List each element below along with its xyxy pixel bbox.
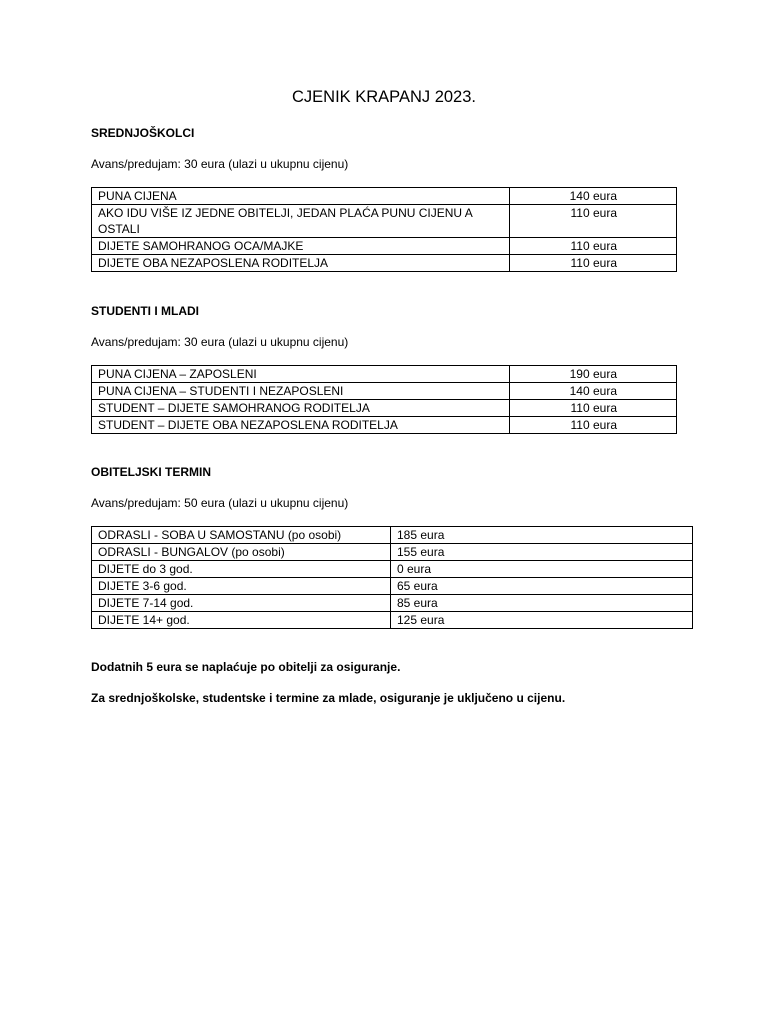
price-table-srednjoskolci — [91, 187, 677, 272]
table-row — [92, 205, 677, 238]
row-label: PUNA CIJENA – ZAPOSLENI — [92, 366, 510, 383]
row-price: 155 eura — [391, 544, 693, 561]
table-row — [92, 417, 677, 434]
row-price: 140 eura — [510, 383, 677, 400]
deposit-line-obiteljski: Avans/predujam: 50 eura (ulazi u ukupnu cijenu) — [91, 496, 349, 510]
table-row — [92, 366, 677, 383]
row-price: 110 eura — [510, 417, 677, 434]
section-heading-srednjoskolci: SREDNJOŠKOLCI — [91, 126, 195, 140]
row-label: STUDENT – DIJETE OBA NEZAPOSLENA RODITELJA — [92, 417, 510, 434]
row-price: 110 eura — [510, 400, 677, 417]
row-price: 110 eura — [510, 255, 677, 272]
deposit-line-srednjoskolci: Avans/predujam: 30 eura (ulazi u ukupnu cijenu) — [91, 157, 349, 171]
price-table-studenti — [91, 365, 677, 434]
table-row — [92, 561, 693, 578]
row-label: DIJETE OBA NEZAPOSLENA RODITELJA — [92, 255, 510, 272]
table-row — [92, 400, 677, 417]
row-price: 190 eura — [510, 366, 677, 383]
page-title: CJENIK KRAPANJ 2023. — [291, 88, 476, 106]
table-row — [92, 238, 677, 255]
table-row — [92, 255, 677, 272]
insurance-included-note: Za srednjoškolske, studentske i termine za mlade, osiguranje je uključeno u cijenu. — [91, 691, 566, 705]
deposit-line-studenti: Avans/predujam: 30 eura (ulazi u ukupnu cijenu) — [91, 335, 349, 349]
row-price: 125 eura — [391, 612, 693, 629]
table-row — [92, 527, 693, 544]
price-table-obiteljski — [91, 526, 693, 629]
section-heading-studenti: STUDENTI I MLADI — [91, 304, 199, 318]
row-price: 185 eura — [391, 527, 693, 544]
row-price: 0 eura — [391, 561, 693, 578]
row-price: 65 eura — [391, 578, 693, 595]
table-row — [92, 544, 693, 561]
row-price: 110 eura — [510, 205, 677, 238]
row-price: 110 eura — [510, 238, 677, 255]
row-label: DIJETE 14+ god. — [92, 612, 391, 629]
row-label: ODRASLI - BUNGALOV (po osobi) — [92, 544, 391, 561]
row-label: DIJETE do 3 god. — [92, 561, 391, 578]
row-label: DIJETE SAMOHRANOG OCA/MAJKE — [92, 238, 510, 255]
row-label: AKO IDU VIŠE IZ JEDNE OBITELJI, JEDAN PLAĆA PUNU CIJENU A OSTALI — [92, 205, 510, 238]
table-row — [92, 578, 693, 595]
insurance-note: Dodatnih 5 eura se naplaćuje po obitelji za osiguranje. — [91, 660, 401, 674]
section-heading-obiteljski: OBITELJSKI TERMIN — [91, 465, 212, 479]
row-label: PUNA CIJENA — [92, 188, 510, 205]
row-price: 85 eura — [391, 595, 693, 612]
row-price: 140 eura — [510, 188, 677, 205]
row-label: DIJETE 7-14 god. — [92, 595, 391, 612]
table-row — [92, 595, 693, 612]
row-label: DIJETE 3-6 god. — [92, 578, 391, 595]
table-row — [92, 383, 677, 400]
row-label: STUDENT – DIJETE SAMOHRANOG RODITELJA — [92, 400, 510, 417]
row-label: ODRASLI - SOBA U SAMOSTANU (po osobi) — [92, 527, 391, 544]
table-row — [92, 188, 677, 205]
row-label: PUNA CIJENA – STUDENTI I NEZAPOSLENI — [92, 383, 510, 400]
table-row — [92, 612, 693, 629]
